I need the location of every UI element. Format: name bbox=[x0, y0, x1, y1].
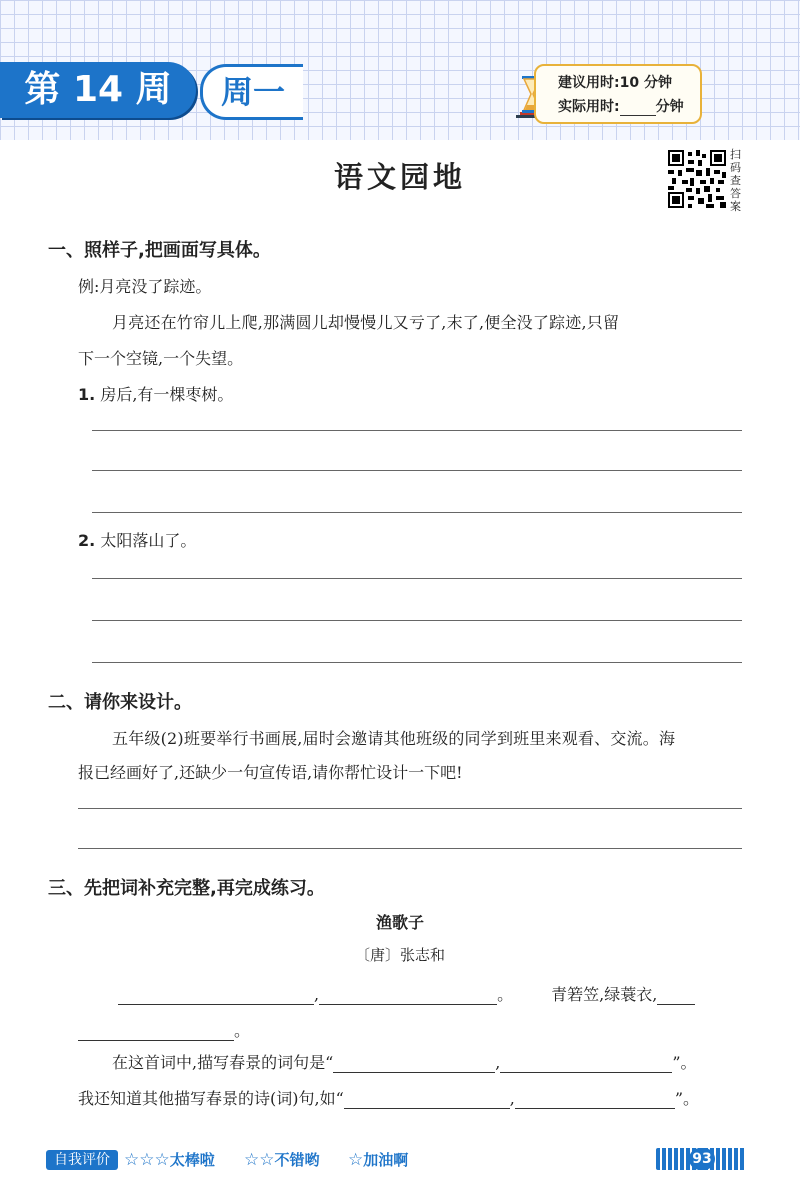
poem-line1 bbox=[118, 982, 695, 1005]
rating3-label: 加油啊 bbox=[363, 1151, 409, 1169]
poem-given: 青箬笠,绿蓑衣, bbox=[551, 985, 658, 1004]
section2-heading: 二、请你来设计。 bbox=[48, 692, 192, 713]
star-outline-icon: ☆ bbox=[124, 1150, 140, 1170]
poem-blank[interactable] bbox=[78, 1022, 234, 1041]
poem-period: 。 bbox=[234, 1021, 251, 1040]
question2-number: 2. bbox=[78, 531, 96, 550]
answer-line[interactable] bbox=[92, 662, 742, 663]
page-number: 93 bbox=[689, 1148, 715, 1170]
star-outline-icon: ☆ bbox=[244, 1150, 260, 1170]
question3-close: ”。 bbox=[672, 1053, 697, 1072]
star-outline-icon: ☆ bbox=[154, 1150, 170, 1170]
star-outline-icon: ☆ bbox=[348, 1150, 364, 1170]
poem-period: 。 bbox=[497, 985, 514, 1004]
question1-number: 1. bbox=[78, 385, 96, 404]
question3-line2-close: ”。 bbox=[674, 1089, 700, 1108]
question1 bbox=[78, 382, 233, 405]
rating1-label: 太棒啦 bbox=[169, 1151, 215, 1169]
rating-three-stars[interactable] bbox=[124, 1149, 215, 1170]
actual-time-unit: 分钟 bbox=[655, 99, 684, 115]
star-outline-icon: ☆ bbox=[259, 1150, 275, 1170]
example-line1: 月亮还在竹帘儿上爬,那满圆儿却慢慢儿又亏了,末了,便全没了踪迹,只留 bbox=[112, 313, 620, 332]
answer-line[interactable] bbox=[78, 808, 742, 809]
question1-text: 房后,有一棵枣树。 bbox=[100, 385, 234, 404]
question3-line2-prefix: 我还知道其他描写春景的诗(词)句,如“ bbox=[78, 1089, 344, 1108]
poem-blank[interactable] bbox=[319, 986, 497, 1005]
page-title: 语文园地 bbox=[333, 160, 466, 194]
rating-one-star[interactable] bbox=[348, 1149, 408, 1170]
self-evaluation-tag: 自我评价 bbox=[46, 1150, 118, 1170]
star-outline-icon: ☆ bbox=[139, 1150, 155, 1170]
example-label: 例:月亮没了踪迹。 bbox=[78, 277, 212, 296]
poem-blank[interactable] bbox=[657, 986, 695, 1005]
answer-line[interactable] bbox=[92, 512, 742, 513]
section2-line1: 五年级(2)班要举行书画展,届时会邀请其他班级的同学到班里来观看、交流。海 bbox=[112, 729, 676, 748]
answer-blank[interactable] bbox=[333, 1054, 495, 1073]
rating2-label: 不错哟 bbox=[274, 1151, 320, 1169]
question3-line2-comma: , bbox=[509, 1089, 515, 1108]
poem-blank[interactable] bbox=[118, 986, 314, 1005]
suggested-time-value: 10 分钟 bbox=[619, 75, 672, 91]
answer-blank[interactable] bbox=[500, 1054, 672, 1073]
answer-line[interactable] bbox=[92, 470, 742, 471]
section3-heading: 三、先把词补充完整,再完成练习。 bbox=[48, 878, 325, 899]
poem-line2 bbox=[78, 1018, 250, 1041]
section1-heading: 一、照样子,把画面写具体。 bbox=[48, 240, 271, 261]
answer-line[interactable] bbox=[92, 578, 742, 579]
question3-line2 bbox=[78, 1086, 699, 1109]
page-number-bar bbox=[656, 1148, 746, 1170]
answer-blank[interactable] bbox=[515, 1090, 675, 1109]
rating-two-stars[interactable] bbox=[244, 1149, 320, 1170]
question2 bbox=[78, 528, 196, 551]
day-badge: 周一 bbox=[200, 64, 303, 120]
week-badge: 第 14 周 bbox=[0, 62, 196, 118]
question3-prefix: 在这首词中,描写春景的词句是“ bbox=[112, 1053, 334, 1072]
time-box bbox=[534, 64, 702, 124]
poem-comma: , bbox=[314, 985, 320, 1004]
poem-author: 〔唐〕张志和 bbox=[354, 946, 445, 964]
answer-blank[interactable] bbox=[344, 1090, 510, 1109]
qr-label: 扫码查答案 bbox=[730, 148, 741, 213]
answer-line[interactable] bbox=[92, 620, 742, 621]
section2-line2: 报已经画好了,还缺少一句宣传语,请你帮忙设计一下吧! bbox=[78, 763, 463, 782]
actual-time-blank[interactable] bbox=[620, 101, 656, 116]
example-line2: 下一个空镜,一个失望。 bbox=[78, 349, 244, 368]
actual-time-label: 实际用时: bbox=[558, 99, 620, 115]
qr-code-icon[interactable] bbox=[668, 150, 726, 208]
question3-line1 bbox=[112, 1050, 697, 1073]
suggested-time-label: 建议用时: bbox=[558, 75, 620, 91]
question2-text: 太阳落山了。 bbox=[100, 531, 197, 550]
answer-line[interactable] bbox=[92, 430, 742, 431]
question3-comma: , bbox=[495, 1053, 501, 1072]
poem-title: 渔歌子 bbox=[375, 913, 424, 932]
answer-line[interactable] bbox=[78, 848, 742, 849]
